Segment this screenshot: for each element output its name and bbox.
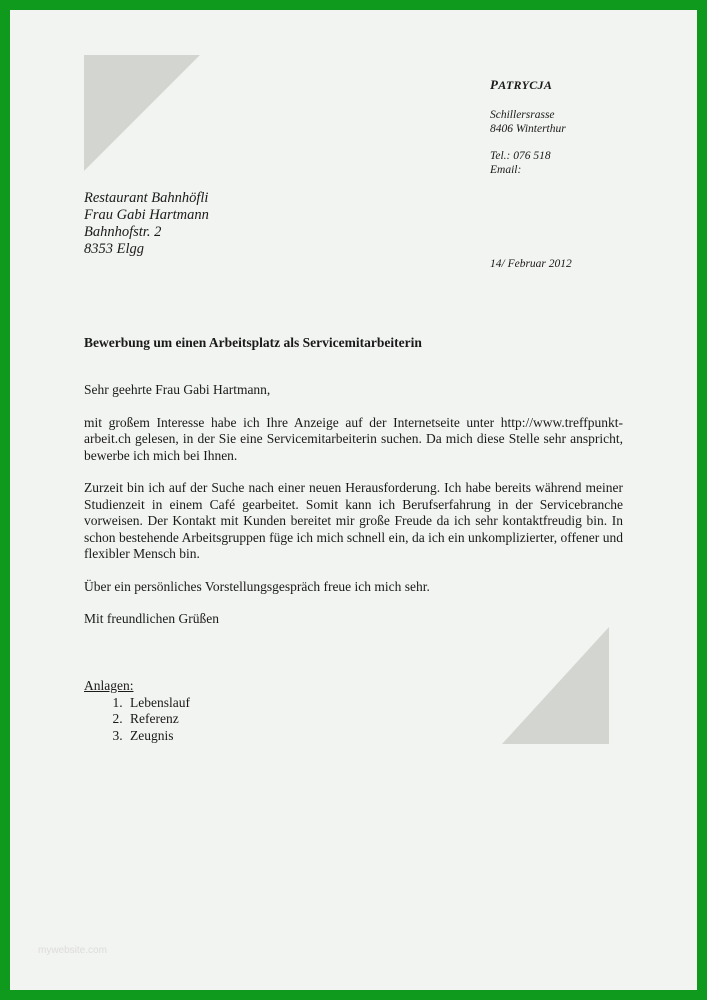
letter-page bbox=[10, 10, 697, 990]
sender-phone: Tel.: 076 518 bbox=[490, 150, 551, 162]
sender-name: PATRYCJA bbox=[490, 77, 553, 92]
sender-block bbox=[490, 78, 566, 177]
recipient-line: Bahnhofstr. 2 bbox=[84, 224, 162, 240]
salutation: Sehr geehrte Frau Gabi Hartmann, bbox=[84, 382, 271, 397]
sender-street: Schillersrasse bbox=[490, 109, 555, 121]
sender-city: 8406 Winterthur bbox=[490, 123, 566, 135]
watermark: mywebsite.com bbox=[38, 945, 107, 956]
closing: Mit freundlichen Grüßen bbox=[84, 611, 219, 626]
sender-email: Email: bbox=[490, 164, 522, 176]
decorative-triangle-bottom bbox=[502, 627, 609, 744]
attachment-item: 2. Referenz bbox=[126, 711, 190, 728]
body-paragraph: Zurzeit bin ich auf der Suche nach einer neuen Herausforderung. Ich habe bereits während meiner Studienzeit in einem Café gearbeitet. Somit kann ich Berufserfahrung in der Servicebranche vorweisen. Der Kontakt mit Kunden bereitet mir große Freude da ich sehr kontaktfreudig bin. In schon bestehende Arbeitsgruppen füge ich mich schnell ein, da ich ein unkomplizierter, offener und flexibler Mensch bin. bbox=[84, 480, 623, 561]
recipient-address bbox=[84, 190, 209, 258]
letter-body bbox=[84, 382, 623, 644]
recipient-line: 8353 Elgg bbox=[84, 241, 145, 257]
decorative-triangle-top bbox=[84, 55, 200, 171]
recipient-line: Frau Gabi Hartmann bbox=[84, 207, 209, 223]
attachments bbox=[84, 678, 190, 744]
attachments-title: Anlagen: bbox=[84, 678, 134, 693]
body-paragraph: mit großem Interesse habe ich Ihre Anzeige auf der Internetseite unter http://www.treffpunkt-arbeit.ch gelesen, in der Sie eine Servicemitarbeiterin suchen. Da mich diese Stelle sehr anspricht, bewerbe ich mich bei Ihnen. bbox=[84, 414, 623, 463]
letter-date: 14/ Februar 2012 bbox=[490, 258, 572, 270]
attachment-item: 1. Lebenslauf bbox=[126, 695, 190, 712]
attachment-item: 3. Zeugnis bbox=[126, 728, 190, 745]
letter-subject: Bewerbung um einen Arbeitsplatz als Servicemitarbeiterin bbox=[84, 335, 422, 350]
body-paragraph: Über ein persönliches Vorstellungsgespräch freue ich mich sehr. bbox=[84, 578, 430, 594]
attachments-list bbox=[84, 695, 190, 745]
recipient-line: Restaurant Bahnhöfli bbox=[84, 190, 209, 206]
